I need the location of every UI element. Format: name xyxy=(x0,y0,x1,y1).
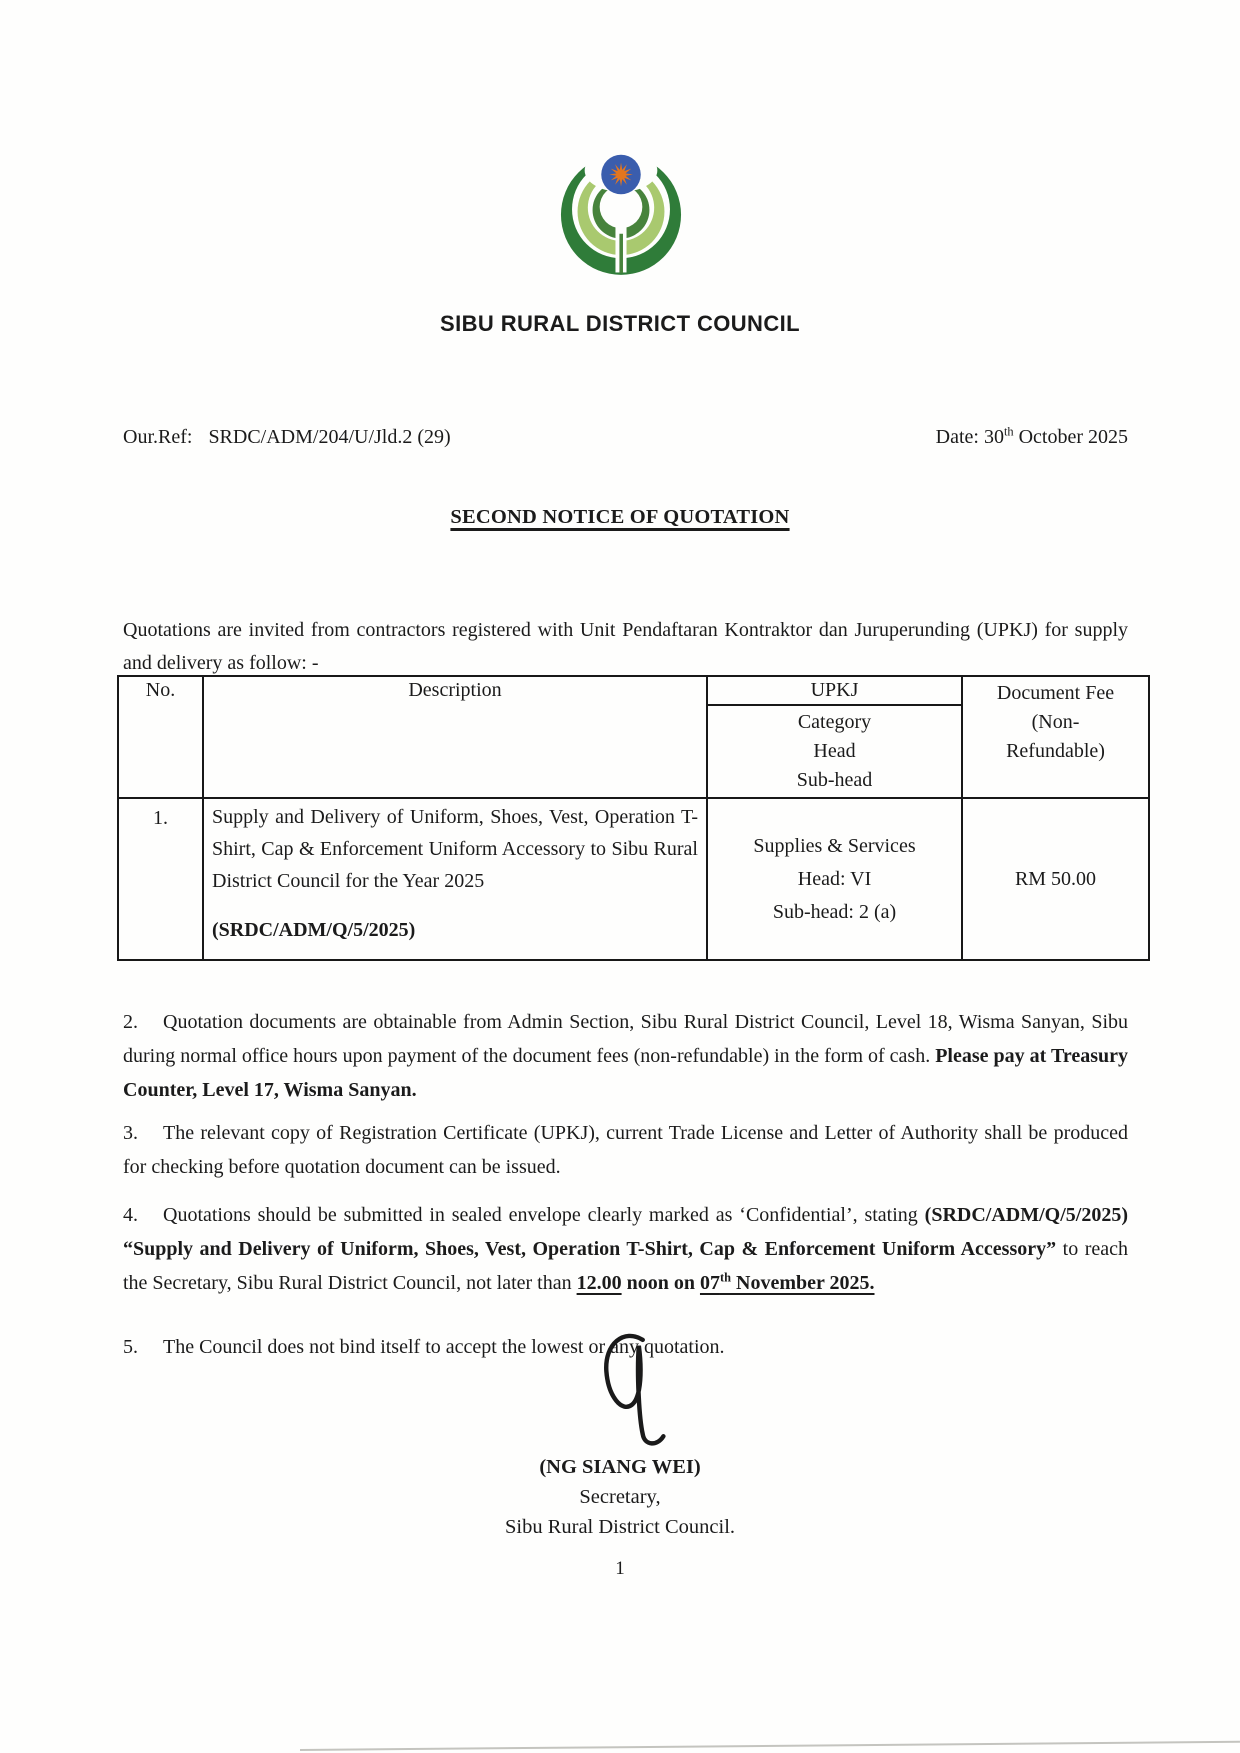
signature xyxy=(586,1332,670,1450)
row-description-ref: (SRDC/ADM/Q/5/2025) xyxy=(212,919,416,941)
council-logo xyxy=(542,144,700,284)
header-description: Description xyxy=(203,676,707,798)
header-upkj: UPKJ xyxy=(707,676,962,705)
paragraph-5: 5. The Council does not bind itself to accept the lowest or any quotation. xyxy=(123,1330,1128,1364)
date-rest: October 2025 xyxy=(1013,426,1128,448)
row-fee: RM 50.00 xyxy=(962,798,1149,960)
paragraph-4: 4. Quotations should be submitted in sealed envelope clearly marked as ‘Confidential’, stating (SRDC/ADM/Q/5/2025) “Supply and Delivery of Uniform, Shoes, Vest, Operation T-Shirt, Cap & Enforcement Uniform Accessory” to reach the Secretary, Sibu Rural District Council, not later than 12.00 noon on 07th November 2025. xyxy=(123,1198,1128,1300)
signatory-role: Secretary, xyxy=(579,1486,661,1508)
date-label: Date: xyxy=(935,426,984,448)
scan-edge-line xyxy=(300,1741,1240,1751)
deadline-time: 12.00 xyxy=(576,1272,622,1294)
header-upkj-sub: Category Head Sub-head xyxy=(707,705,962,798)
row-upkj: Supplies & Services Head: VI Sub-head: 2 (a) xyxy=(707,798,962,960)
paragraph-2: 2. Quotation documents are obtainable from Admin Section, Sibu Rural District Council, Level 18, Wisma Sanyan, Sibu during normal office hours upon payment of the document fees (non-refundable) in the form of cash. Please pay at Treasury Counter, Level 17, Wisma Sanyan. xyxy=(123,1005,1128,1107)
our-ref-label: Our.Ref: xyxy=(123,426,193,448)
signatory-org: Sibu Rural District Council. xyxy=(504,1516,736,1538)
logo-stem xyxy=(619,234,623,274)
reference-row xyxy=(123,426,1128,449)
council-name: SIBU RURAL DISTRICT COUNCIL xyxy=(440,311,800,336)
paragraph-5-number: 5. xyxy=(123,1336,138,1358)
header-no: No. xyxy=(118,676,203,798)
our-ref xyxy=(123,426,451,449)
paragraph-3: 3. The relevant copy of Registration Certificate (UPKJ), current Trade License and Letter of Authority shall be produced for checking before quotation document can be issued. xyxy=(123,1116,1128,1184)
date-day: 30 xyxy=(983,426,1004,448)
page-number: 1 xyxy=(615,1558,625,1579)
our-ref-value: SRDC/ADM/204/U/Jld.2 (29) xyxy=(208,426,451,448)
paragraph-2-number: 2. xyxy=(123,1011,138,1033)
document-title: SECOND NOTICE OF QUOTATION xyxy=(450,506,790,528)
intro-paragraph: Quotations are invited from contractors registered with Unit Pendaftaran Kontraktor dan Juruperunding (UPKJ) for supply and delivery as follow: - xyxy=(123,619,1128,674)
signatory-name: (NG SIANG WEI) xyxy=(539,1456,701,1478)
paragraph-3-number: 3. xyxy=(123,1122,138,1144)
quotation-reference: (SRDC/ADM/Q/5/2025) “Supply and Delivery of Uniform, Shoes, Vest, Operation T-Shirt, Cap & Enforcement Uniform Accessory” xyxy=(123,1204,1128,1260)
quotation-table xyxy=(117,675,1150,961)
row-description xyxy=(203,798,707,960)
date-ordinal: th xyxy=(1003,424,1014,439)
treasury-note: Please pay at Treasury Counter, Level 17, Wisma Sanyan. xyxy=(123,1045,1128,1101)
date xyxy=(936,426,1128,449)
signature-block xyxy=(0,1452,1240,1542)
row-description-text: Supply and Delivery of Uniform, Shoes, Vest, Operation T-Shirt, Cap & Enforcement Uniform Accessory to Sibu Rural District Council for the Year 2025 xyxy=(212,806,698,892)
deadline-date: 07th November 2025. xyxy=(699,1270,875,1294)
paragraph-4-number: 4. xyxy=(123,1204,138,1226)
header-document-fee: Document Fee (Non- Refundable) xyxy=(962,676,1149,798)
row-number: 1. xyxy=(118,798,203,960)
table-row xyxy=(118,798,1149,960)
table-header-row xyxy=(118,676,1149,705)
